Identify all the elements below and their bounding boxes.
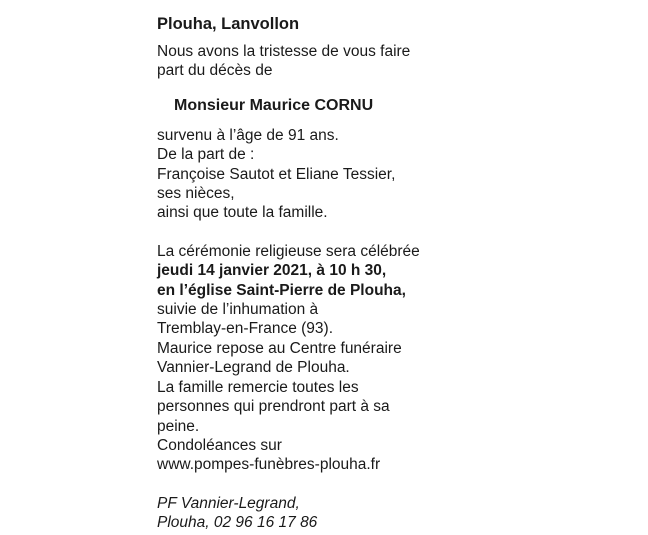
ceremony-block	[157, 242, 457, 475]
family-line: De la part de :	[157, 146, 255, 164]
ceremony-line: suivie de l’inhumation à	[157, 301, 319, 319]
family-line: Françoise Sautot et Eliane Tessier,	[157, 165, 396, 183]
family-line: ses nièces,	[157, 185, 235, 203]
ceremony-line: Maurice repose au Centre funéraire	[157, 339, 402, 357]
ceremony-intro: La cérémonie religieuse sera célébrée	[157, 242, 420, 260]
ceremony-line: La famille remercie toutes les	[157, 378, 359, 396]
paragraph-gap	[157, 223, 457, 242]
intro-line: Nous avons la tristesse de vous faire	[157, 43, 411, 60]
condolences-url: www.pompes-funèbres-plouha.fr	[157, 456, 381, 474]
deceased-name: Monsieur Maurice CORNU	[174, 96, 374, 114]
notice-intro	[157, 42, 457, 81]
ceremony-line: Vannier-Legrand de Plouha.	[157, 359, 350, 377]
obituary-notice	[157, 14, 457, 533]
ceremony-place: en l’église Saint-Pierre de Plouha,	[157, 281, 406, 299]
family-line: survenu à l’âge de 91 ans.	[157, 126, 339, 144]
ceremony-line: personnes qui prendront part à sa	[157, 398, 390, 416]
ceremony-line: peine.	[157, 417, 200, 435]
signature-line: PF Vannier-Legrand,	[157, 494, 300, 512]
ceremony-line: Tremblay-en-France (93).	[157, 320, 334, 338]
intro-line: part du décès de	[157, 62, 273, 80]
notice-location: Plouha, Lanvollon	[157, 15, 300, 33]
funeral-home-signature	[157, 494, 457, 533]
family-block	[157, 126, 457, 223]
ceremony-date: jeudi 14 janvier 2021, à 10 h 30,	[157, 262, 387, 280]
ceremony-line: Condoléances sur	[157, 436, 282, 454]
signature-phone: Plouha, 02 96 16 17 86	[157, 514, 318, 532]
family-line: ainsi que toute la famille.	[157, 204, 328, 222]
